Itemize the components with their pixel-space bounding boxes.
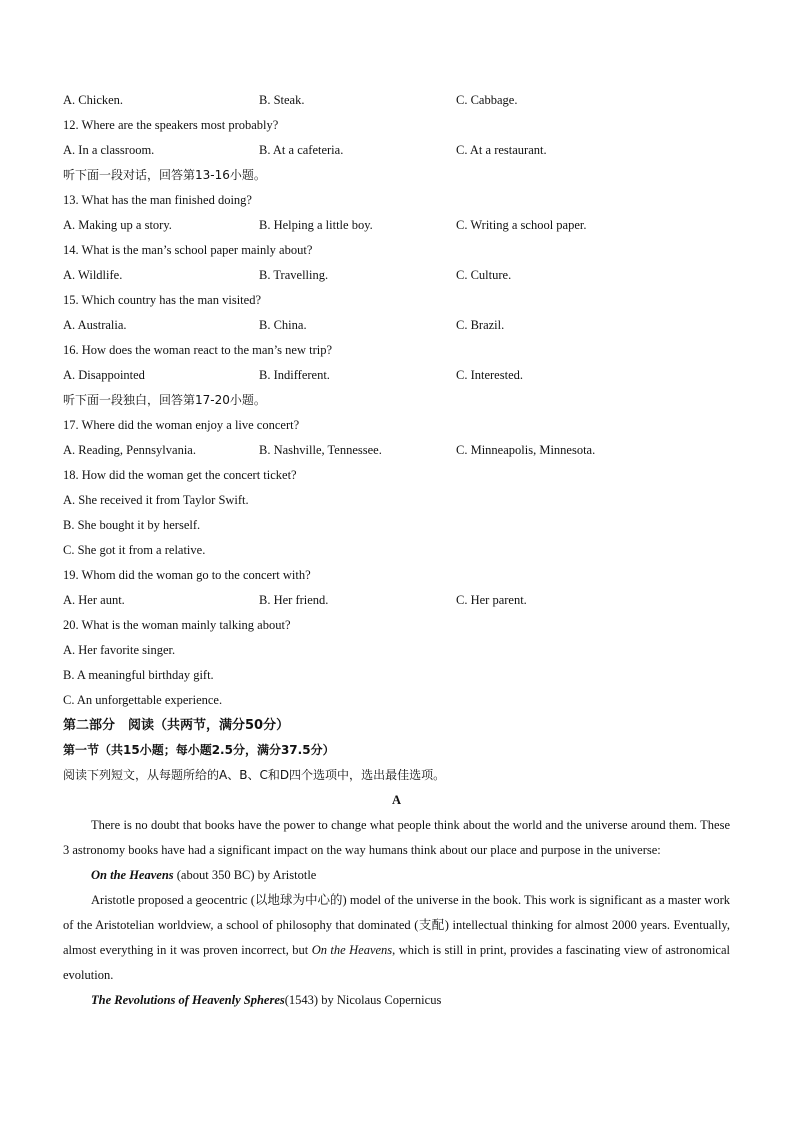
q12-options xyxy=(63,138,730,163)
q12-option-b: B. At a cafeteria. xyxy=(259,143,344,157)
book2-title-line xyxy=(63,988,730,1013)
q14-option-a: A. Wildlife. xyxy=(63,268,123,282)
q17-option-b: B. Nashville, Tennessee. xyxy=(259,443,382,457)
q15-options xyxy=(63,313,730,338)
q20-option-b: B. A meaningful birthday gift. xyxy=(63,668,214,682)
intro-paragraph: There is no doubt that books have the power to change what people think about the world and the universe around them. These 3 astronomy books have had a significant impact on the way humans think about our place and purpose in the universe: xyxy=(63,818,730,857)
q15-option-a: A. Australia. xyxy=(63,318,127,332)
reading-instruction: 阅读下列短文，从每题所给的A、B、C和D四个选项中，选出最佳选项。 xyxy=(63,768,446,782)
q19-options xyxy=(63,588,730,613)
q18-option-c: C. She got it from a relative. xyxy=(63,543,206,557)
book1-title-ref: On the Heavens xyxy=(311,943,393,957)
book1-title: On the Heavens xyxy=(91,868,174,882)
q18-option-a: A. She received it from Taylor Swift. xyxy=(63,493,249,507)
q17-option-c: C. Minneapolis, Minnesota. xyxy=(456,443,596,457)
book2-meta: (1543) by Nicolaus Copernicus xyxy=(284,993,442,1007)
q20-option-c: C. An unforgettable experience. xyxy=(63,693,223,707)
q17-question: 17. Where did the woman enjoy a live concert? xyxy=(63,418,300,432)
q14-option-b: B. Travelling. xyxy=(259,268,329,282)
q12-option-a: A. In a classroom. xyxy=(63,143,155,157)
q15-option-c: C. Brazil. xyxy=(456,318,505,332)
q14-options xyxy=(63,263,730,288)
q16-option-a: A. Disappointed xyxy=(63,368,145,382)
instruction-13-16: 听下面一段对话，回答第13-16小题。 xyxy=(63,168,266,182)
passage-label: A xyxy=(391,793,402,807)
q17-option-a: A. Reading, Pennsylvania. xyxy=(63,443,196,457)
q11-option-a: A. Chicken. xyxy=(63,93,124,107)
book1-para-part1: Aristotle proposed a geocentric (以地球为中心的) model of the universe in the book. This work is significant as a master work of the Aristotelian worldview, a school of philosophy that dominated (支配) intellectual thinking for almost 2000 years. Eventually, almost everything in it was proven incorrect, but xyxy=(63,893,730,957)
q13-question: 13. What has the man finished doing? xyxy=(63,193,252,207)
q20-question: 20. What is the woman mainly talking about? xyxy=(63,618,291,632)
q16-options xyxy=(63,363,730,388)
instruction-17-20: 听下面一段独白，回答第17-20小题。 xyxy=(63,393,266,407)
q19-option-b: B. Her friend. xyxy=(259,593,329,607)
q11-option-c: C. Cabbage. xyxy=(456,93,518,107)
q19-question: 19. Whom did the woman go to the concert with? xyxy=(63,568,311,582)
q19-option-c: C. Her parent. xyxy=(456,593,527,607)
book1-meta: (about 350 BC) by Aristotle xyxy=(173,868,317,882)
q15-option-b: B. China. xyxy=(259,318,307,332)
q13-option-b: B. Helping a little boy. xyxy=(259,218,373,232)
q12-question: 12. Where are the speakers most probably? xyxy=(63,118,279,132)
q14-question: 14. What is the man’s school paper mainly about? xyxy=(63,243,313,257)
book1-title-line xyxy=(63,863,730,888)
q18-option-b: B. She bought it by herself. xyxy=(63,518,201,532)
q11-options xyxy=(63,88,730,113)
exam-page xyxy=(63,88,730,1013)
q20-option-a: A. Her favorite singer. xyxy=(63,643,176,657)
part2-heading: 第二部分 阅读（共两节，满分50分） xyxy=(63,718,290,733)
q13-option-a: A. Making up a story. xyxy=(63,218,172,232)
q17-options xyxy=(63,438,730,463)
section1-heading: 第一节（共15小题；每小题2.5分，满分37.5分） xyxy=(63,743,335,757)
q19-option-a: A. Her aunt. xyxy=(63,593,125,607)
book2-title: The Revolutions of Heavenly Spheres xyxy=(91,993,285,1007)
q13-options xyxy=(63,213,730,238)
book1-paragraph xyxy=(63,888,730,988)
q18-question: 18. How did the woman get the concert ticket? xyxy=(63,468,297,482)
q14-option-c: C. Culture. xyxy=(456,268,512,282)
q13-option-c: C. Writing a school paper. xyxy=(456,218,587,232)
q16-option-b: B. Indifferent. xyxy=(259,368,330,382)
book1-para-part2: , which is still in print, provides a fascinating view of astronomical evolution. xyxy=(63,943,730,982)
q16-question: 16. How does the woman react to the man’s new trip? xyxy=(63,343,333,357)
q16-option-c: C. Interested. xyxy=(456,368,523,382)
q15-question: 15. Which country has the man visited? xyxy=(63,293,261,307)
q12-option-c: C. At a restaurant. xyxy=(456,143,547,157)
q11-option-b: B. Steak. xyxy=(259,93,305,107)
